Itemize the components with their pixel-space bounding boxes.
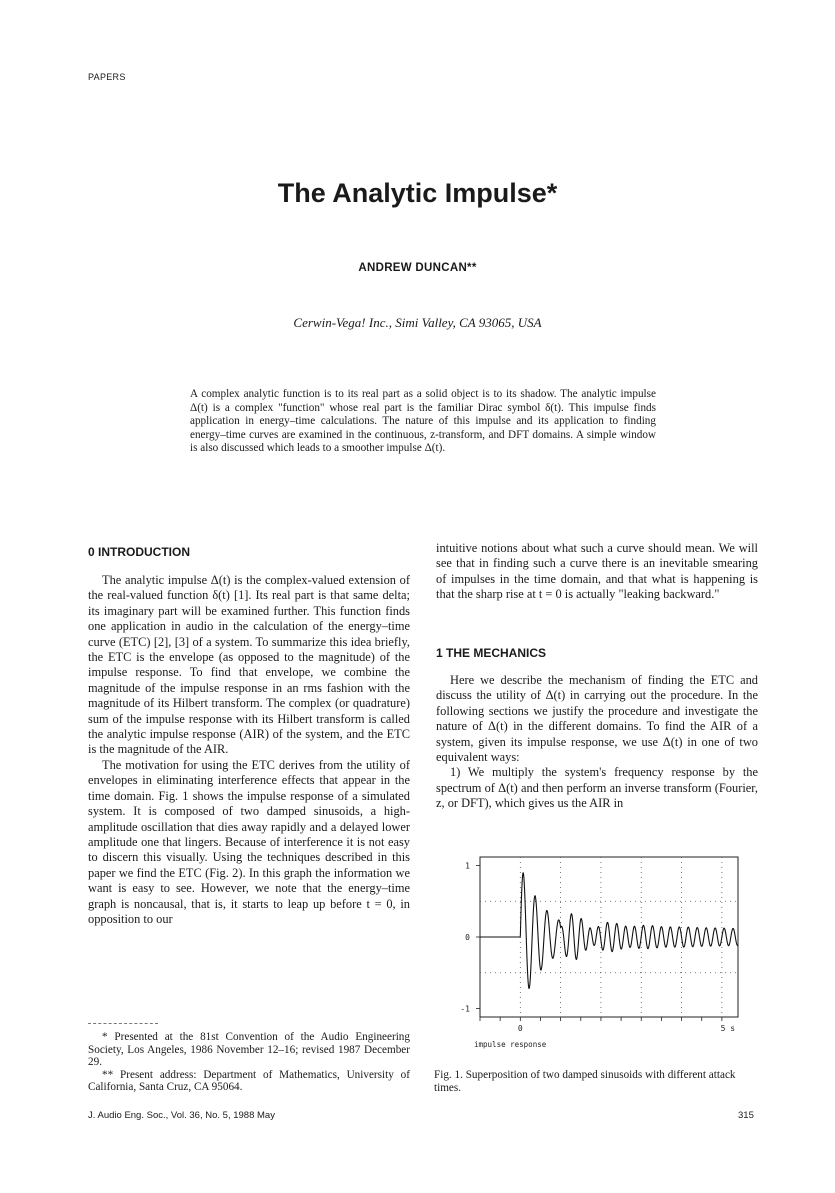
intro-paragraph-2: The motivation for using the ETC derives from the utility of envelopes in eliminating interference effects that appear in the time domain. Fig. 1 shows the impulse response of a simulated system. It is composed of two damped sinusoids, a high-amplitude oscillation that dies away rapidly and a delayed lower amplitude one that lingers. Because of interference it is not easy to discern this visually. Using the techniques described in this paper we find the ETC (Fig. 2). In this graph the information we want is easy to see. However, we note that the energy–time graph is noncausal, that is, it starts to leap up before t = 0, in opposition to our: [88, 757, 410, 926]
y-tick-label: 0: [465, 933, 470, 942]
x-axis-label: impulse response: [474, 1040, 547, 1049]
section-heading-mechanics: 1 THE MECHANICS: [436, 646, 547, 660]
page-number: 315: [738, 1110, 754, 1121]
intro-paragraph-1: The analytic impulse Δ(t) is the complex-valued extension of the real-valued function δ(t) [1]. Its real part is that same delta; its imaginary part will be examined further. This function finds one application in audio in the calculation of the energy–time curve (ETC) [2], [3] of a system. To summarize this idea briefly, the ETC is the envelope (as opposed to the magnitude) of the impulse response. To find that envelope, we combine the magnitude of the impulse response in an rms fashion with the magnitude of its Hilbert transform. The complex (or quadrature) sum of the impulse response with its Hilbert transform is called the analytic impulse response (AIR) of the system, and the ETC is the magnitude of the AIR.: [88, 573, 410, 757]
paper-title: The Analytic Impulse*: [277, 178, 558, 208]
intro-paragraph-3: intuitive notions about what such a curve should mean. We will see that in finding such a curve there is an inevitable smearing of impulses in the time domain, and that what is happening is that the sharp rise at t = 0 is actually "leaking backward.": [436, 541, 758, 602]
y-tick-label: -1: [460, 1004, 470, 1014]
author-name: ANDREW DUNCAN**: [358, 262, 477, 274]
y-tick-label: 1: [465, 861, 470, 871]
footnote-presented: * Presented at the 81st Convention of the Audio Engineering Society, Los Angeles, 1986 November 12–16; revised 1987 December 29.: [88, 1031, 410, 1069]
impulse-response-line: [480, 873, 738, 989]
x-tick-label: 0: [517, 1024, 523, 1033]
footnote-address: ** Present address: Department of Mathematics, University of California, Santa Cruz, CA 95064.: [88, 1068, 410, 1094]
author-affiliation: Cerwin-Vega! Inc., Simi Valley, CA 93065, USA: [293, 315, 542, 330]
journal-citation: J. Audio Eng. Soc., Vol. 36, No. 5, 1988 May: [88, 1110, 275, 1121]
right-column-continuation: [436, 541, 758, 603]
section-heading-introduction: 0 INTRODUCTION: [88, 545, 190, 559]
figure-1-caption: Fig. 1. Superposition of two damped sinusoids with different attack times.: [434, 1069, 736, 1094]
section-label: PAPERS: [88, 72, 126, 82]
footnotes: [88, 1031, 410, 1094]
footnote-rule: [88, 1023, 158, 1024]
x-tick-label: 5 s: [720, 1024, 736, 1033]
mechanics-paragraph-2: 1) We multiply the system's frequency response by the spectrum of Δ(t) and then perform an inverse transform (Fourier, z, or DFT), which gives us the AIR in: [436, 765, 758, 811]
left-column-body: [88, 573, 410, 927]
abstract: A complex analytic function is to its real part as a solid object is to its shadow. The analytic impulse Δ(t) is a complex "function" whose real part is the familiar Dirac symbol δ(t). This impulse finds application in energy–time calculations. The nature of this impulse and its application to finding energy–time curves are examined in the continuous, z-transform, and DFT domains. A simple window is also discussed which leads to a smoother impulse Δ(t).: [190, 388, 656, 455]
figure-1-chart: [440, 842, 760, 1062]
mechanics-body: [436, 673, 758, 812]
mechanics-paragraph-1: Here we describe the mechanism of finding the ETC and discuss the utility of Δ(t) in carrying out the procedure. In the following sections we justify the procedure and investigate the nature of Δ(t) in the different domains. To find the AIR of a system, given its impulse response, we use Δ(t) in one of two equivalent ways:: [436, 673, 758, 765]
